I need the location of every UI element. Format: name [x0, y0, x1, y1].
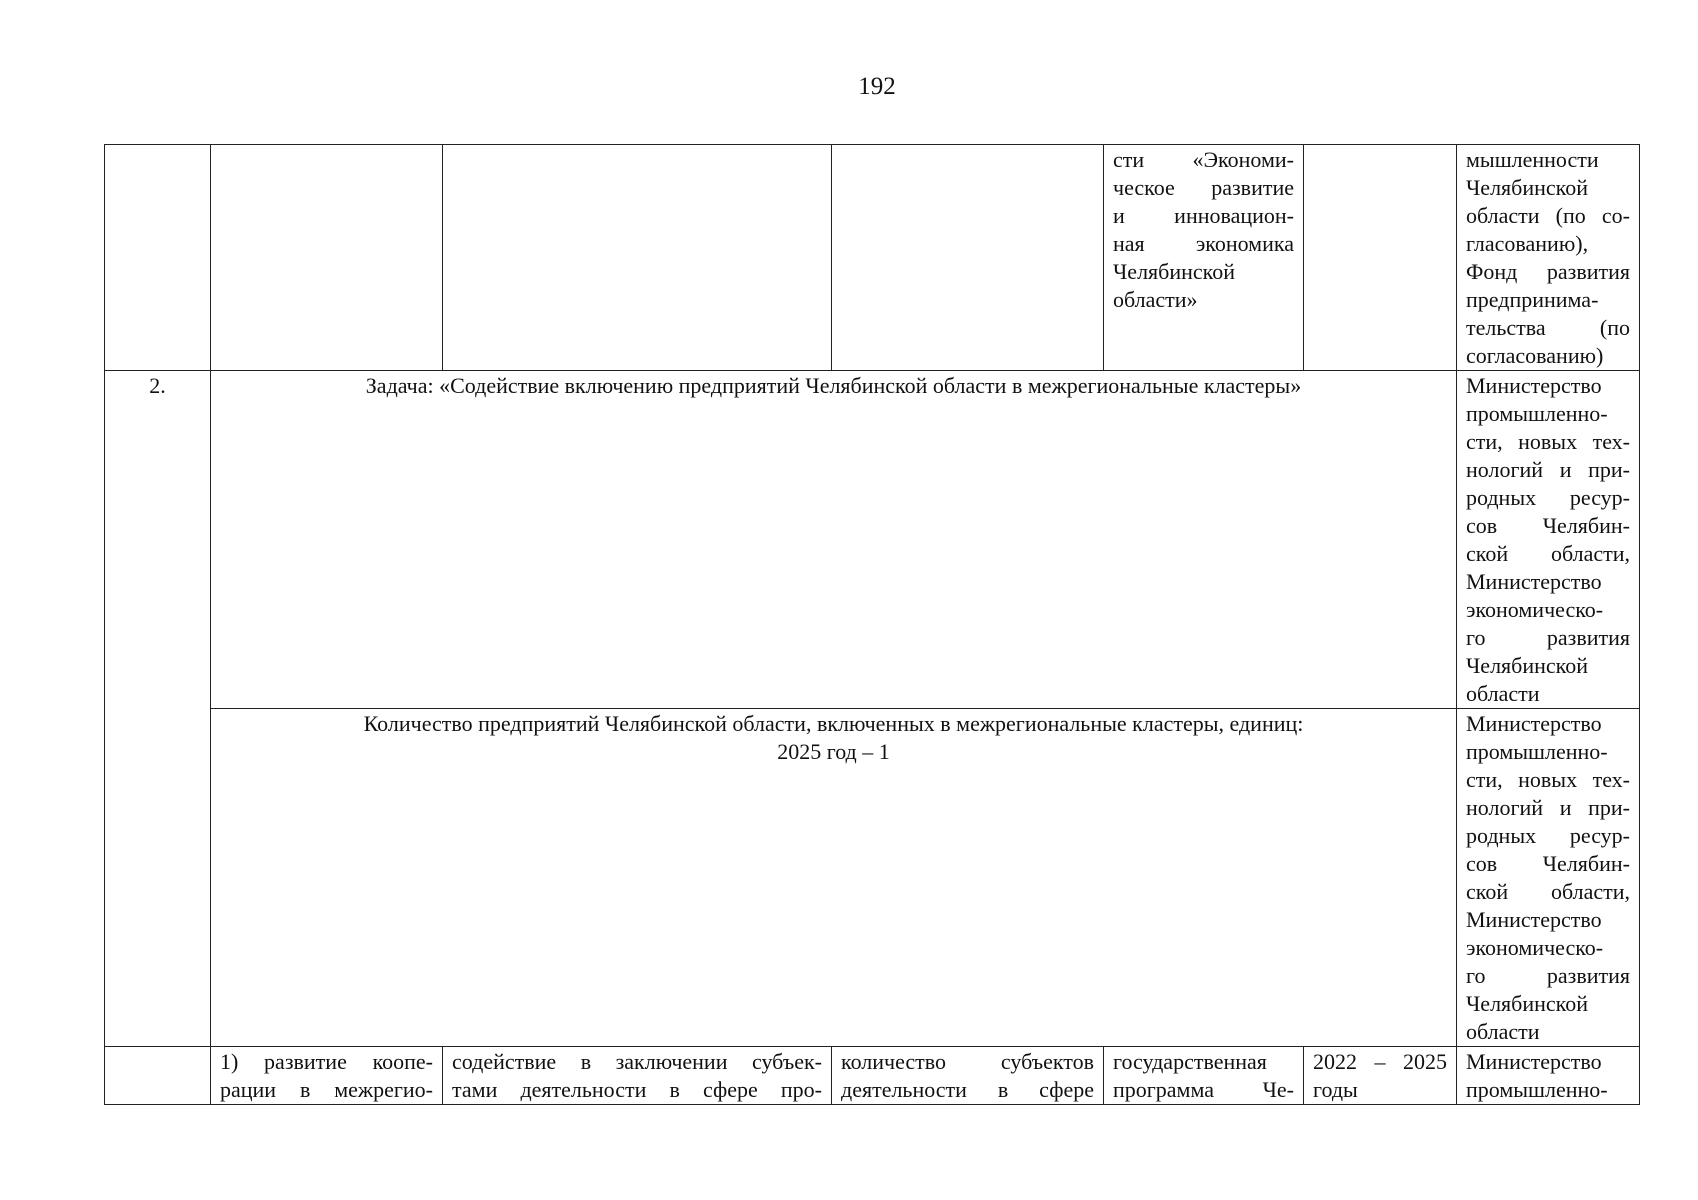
cell-number: [105, 1047, 211, 1105]
cell-goal: 1) развитие коопе- рации в межрегио-: [211, 1047, 443, 1105]
cell-period: 2022 – 2025 годы: [1304, 1047, 1457, 1105]
cell-indicator: [832, 145, 1104, 371]
cell-task-number: 2.: [105, 371, 211, 1047]
cell-program: государственная программа Че-: [1104, 1047, 1304, 1105]
cell-action: [443, 145, 832, 371]
cell-executor: Министерство промышленно-: [1457, 1047, 1640, 1105]
table-row-measure: [105, 1047, 1640, 1105]
cell-action: содействие в заключении субъек- тами деятельности в сфере про-: [443, 1047, 832, 1105]
page-number: 192: [858, 73, 896, 100]
indicator-line-2: 2025 год – 1: [777, 739, 890, 764]
cell-indicator-text: [211, 709, 1457, 1047]
cell-number: [105, 145, 211, 371]
cell-indicator: количество субъектов деятельности в сфере: [832, 1047, 1104, 1105]
cell-executor: Министерство промышленно- сти, новых тех- нологий и при- родных ресур- сов Челябин- ской области, Министерство экономическо- го развития Челябинской области: [1457, 709, 1640, 1047]
table-row-continuation: [105, 145, 1640, 371]
cell-task-text: Задача: «Содействие включению предприятий Челябинской области в межрегиональные кластеры»: [211, 371, 1457, 709]
table-row-task: [105, 371, 1640, 709]
measures-table: [104, 144, 1640, 1105]
indicator-line-1: Количество предприятий Челябинской области, включенных в межрегиональные кластеры, единиц:: [363, 711, 1304, 736]
cell-executor: мышленности Челябинской области (по со- гласованию), Фонд развития предпринима- тельства (по согласованию): [1457, 145, 1640, 371]
cell-program: сти «Экономи- ческое развитие и инновацион- ная экономика Челябинской области»: [1104, 145, 1304, 371]
table-row-indicator: [105, 709, 1640, 1047]
cell-period: [1304, 145, 1457, 371]
cell-goal: [211, 145, 443, 371]
cell-executor: Министерство промышленно- сти, новых тех- нологий и при- родных ресур- сов Челябин- ской области, Министерство экономическо- го развития Челябинской области: [1457, 371, 1640, 709]
